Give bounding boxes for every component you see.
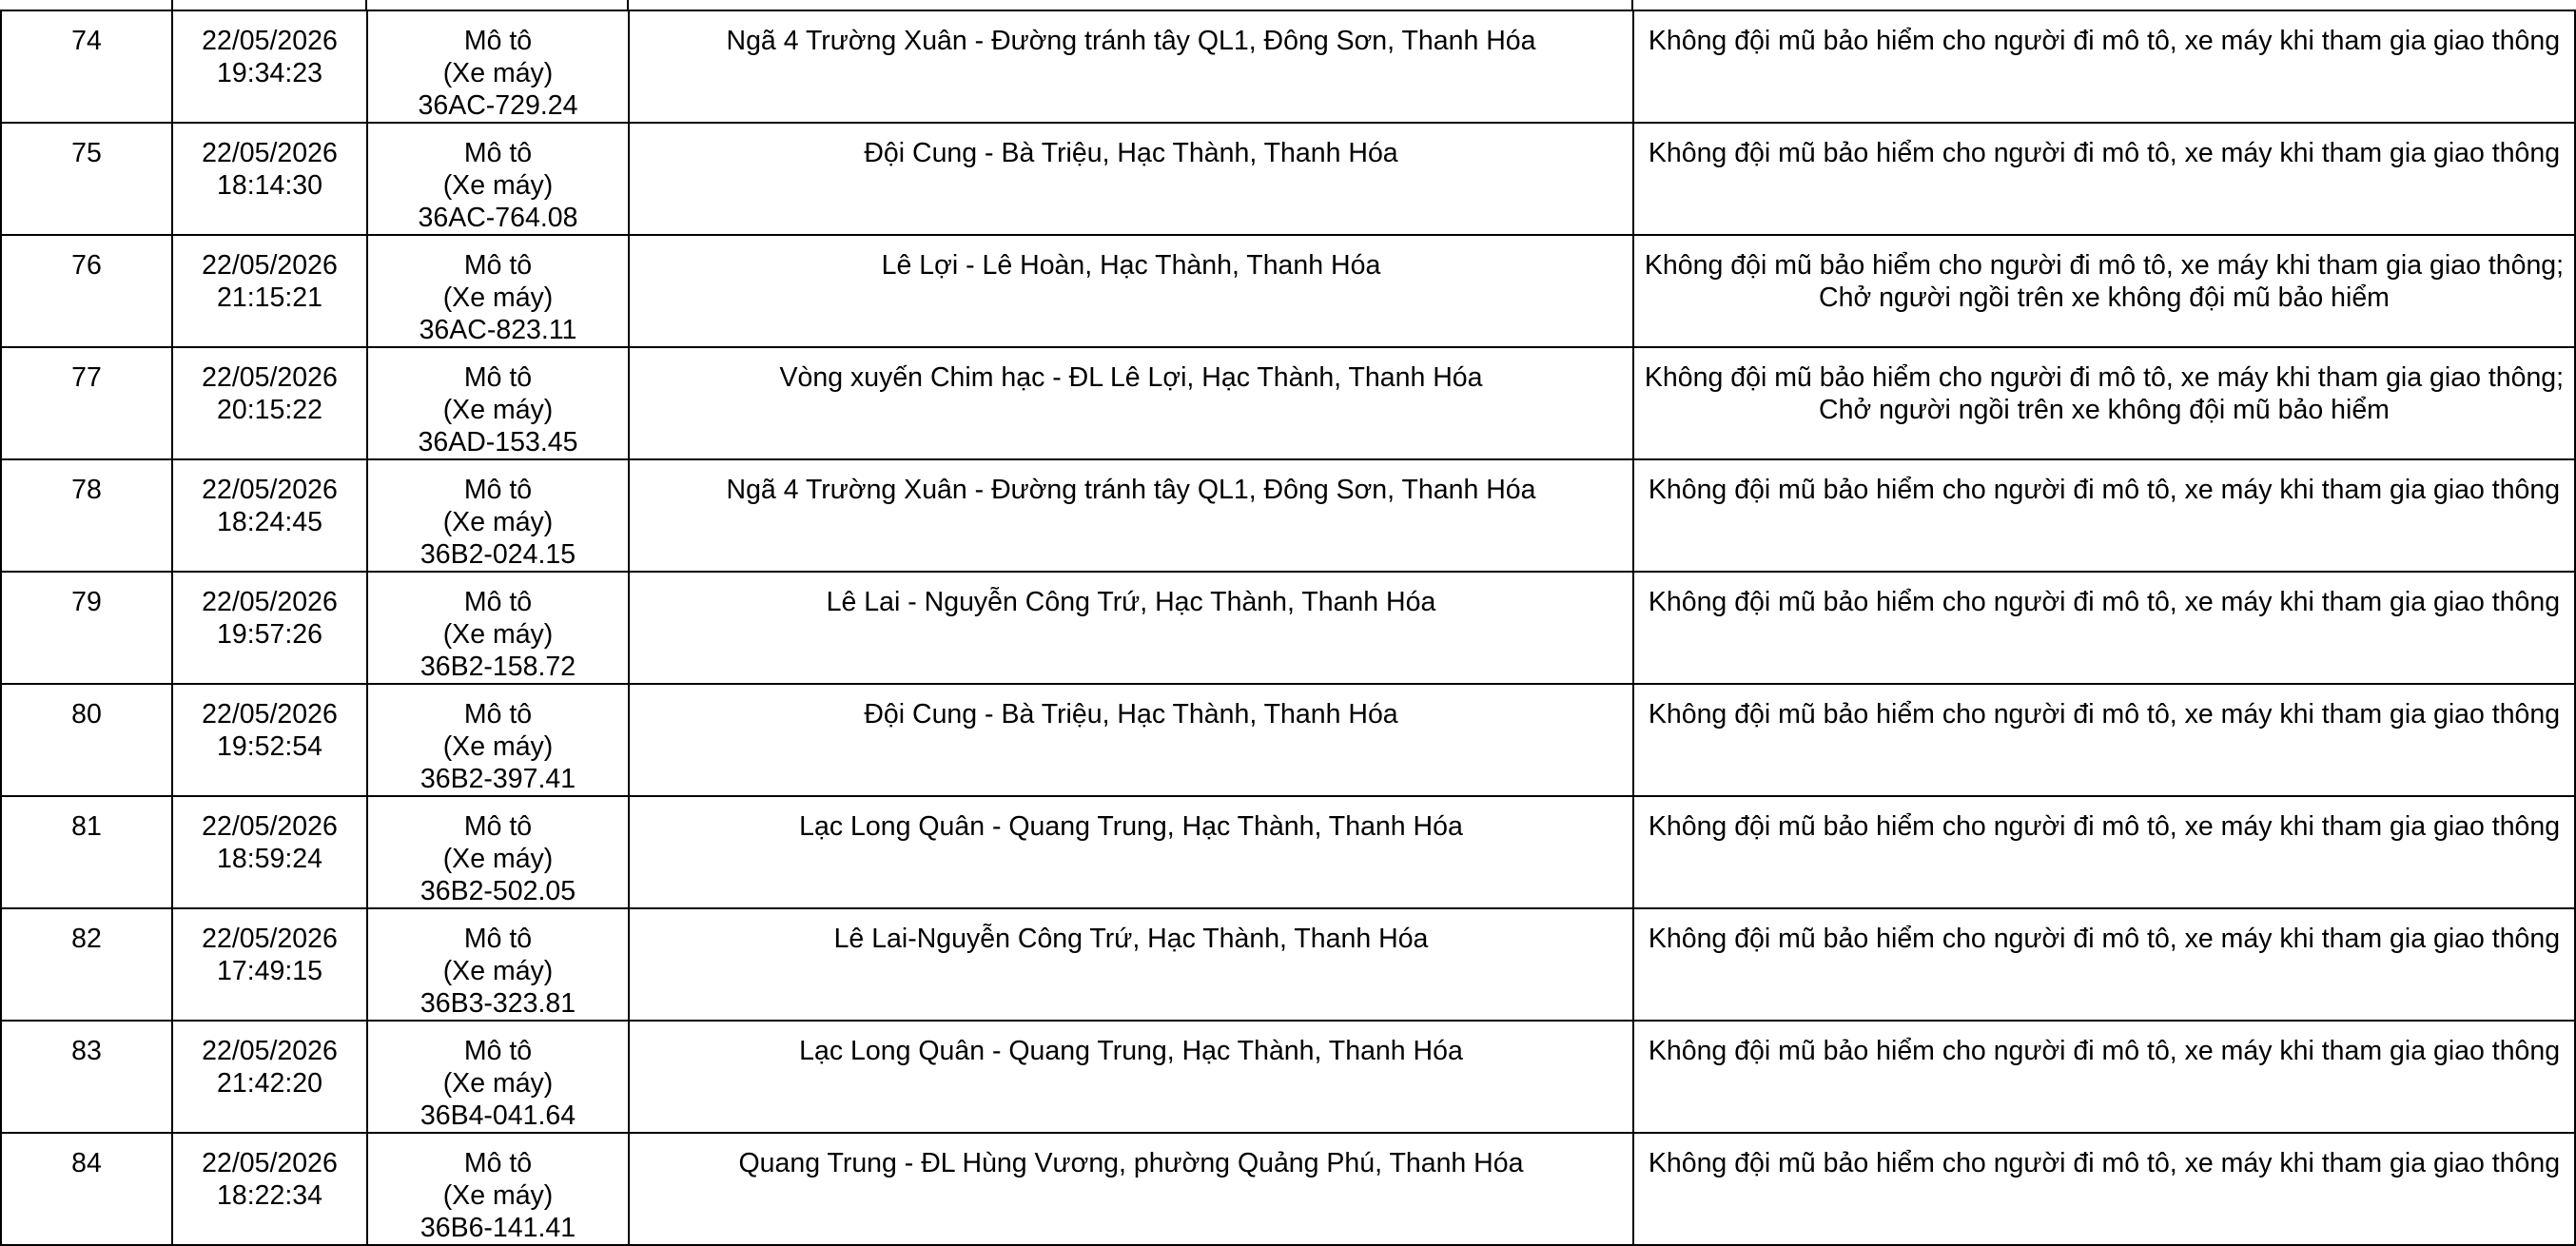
violation-description-extra: Chở người ngồi trên xe không đội mũ bảo hiểm (1819, 395, 2390, 425)
row-number-cell (1, 684, 172, 796)
violation-location: Vòng xuyến Chim hạc - ĐL Lê Lợi, Hạc Thành, Thanh Hóa (779, 362, 1483, 393)
vehicle-subtype: (Xe máy) (442, 170, 554, 201)
row-number: 77 (71, 362, 102, 393)
violation-time: 18:14:30 (217, 170, 322, 201)
violation-date: 22/05/2026 (202, 475, 338, 505)
violation-location: Lạc Long Quân - Quang Trung, Hạc Thành, Thanh Hóa (799, 1036, 1463, 1066)
violation-time: 21:15:21 (217, 282, 322, 313)
license-plate: 36AC-729.24 (418, 90, 578, 121)
vehicle-subtype: (Xe máy) (442, 395, 554, 425)
row-number: 78 (71, 475, 102, 505)
violation-date: 22/05/2026 (202, 587, 338, 617)
timestamp-cell (172, 572, 367, 684)
location-cell (629, 684, 1633, 796)
license-plate: 36B2-158.72 (420, 652, 576, 682)
row-number: 75 (71, 138, 102, 168)
violation-time: 21:42:20 (217, 1068, 322, 1099)
vehicle-type: Mô tô (463, 1036, 533, 1066)
violation-date: 22/05/2026 (202, 138, 338, 168)
location-cell (629, 796, 1633, 908)
vehicle-cell (367, 1133, 629, 1245)
column-divider (365, 0, 367, 10)
violation-time: 19:52:54 (217, 731, 322, 762)
license-plate: 36AC-823.11 (419, 315, 577, 345)
table-row (1, 572, 2575, 684)
violation-cell (1633, 123, 2575, 235)
violation-cell (1633, 1021, 2575, 1133)
location-cell (629, 10, 1633, 123)
timestamp-cell (172, 10, 367, 123)
row-number-cell (1, 908, 172, 1021)
violation-description: Không đội mũ bảo hiểm cho người đi mô tô, xe máy khi tham gia giao thông (1648, 1148, 2561, 1178)
violation-description: Không đội mũ bảo hiểm cho người đi mô tô, xe máy khi tham gia giao thông (1648, 1036, 2561, 1066)
violation-location: Lê Lai-Nguyễn Công Trứ, Hạc Thành, Thanh Hóa (833, 924, 1429, 954)
row-number-cell (1, 10, 172, 123)
vehicle-cell (367, 347, 629, 459)
row-number-cell (1, 796, 172, 908)
row-number-cell (1, 235, 172, 347)
violation-cell (1633, 908, 2575, 1021)
violation-description: Không đội mũ bảo hiểm cho người đi mô tô, xe máy khi tham gia giao thông; (1644, 250, 2565, 281)
vehicle-cell (367, 684, 629, 796)
table-row (1, 1133, 2575, 1245)
location-cell (629, 347, 1633, 459)
violation-date: 22/05/2026 (202, 250, 338, 281)
violation-location: Quang Trung - ĐL Hùng Vương, phường Quảng Phú, Thanh Hóa (738, 1148, 1524, 1178)
violation-description: Không đội mũ bảo hiểm cho người đi mô tô, xe máy khi tham gia giao thông (1648, 26, 2561, 56)
timestamp-cell (172, 459, 367, 572)
violation-description: Không đội mũ bảo hiểm cho người đi mô tô, xe máy khi tham gia giao thông (1648, 587, 2561, 617)
timestamp-cell (172, 684, 367, 796)
row-number-cell (1, 347, 172, 459)
violation-description: Không đội mũ bảo hiểm cho người đi mô tô, xe máy khi tham gia giao thông; (1644, 362, 2565, 393)
vehicle-cell (367, 572, 629, 684)
row-number-cell (1, 1021, 172, 1133)
violation-location: Đội Cung - Bà Triệu, Hạc Thành, Thanh Hóa (864, 138, 1398, 168)
violation-time: 17:49:15 (217, 956, 322, 986)
row-number: 82 (71, 924, 102, 954)
location-cell (629, 572, 1633, 684)
table-row (1, 684, 2575, 796)
violation-time: 18:22:34 (217, 1180, 322, 1211)
vehicle-subtype: (Xe máy) (442, 844, 554, 874)
vehicle-subtype: (Xe máy) (442, 507, 554, 537)
vehicle-type: Mô tô (463, 587, 533, 617)
location-cell (629, 123, 1633, 235)
timestamp-cell (172, 235, 367, 347)
vehicle-type: Mô tô (463, 250, 533, 281)
violation-date: 22/05/2026 (202, 1148, 338, 1178)
table-row (1, 347, 2575, 459)
vehicle-type: Mô tô (463, 924, 533, 954)
violation-cell (1633, 572, 2575, 684)
table-row (1, 1021, 2575, 1133)
license-plate: 36B4-041.64 (420, 1100, 576, 1131)
timestamp-cell (172, 796, 367, 908)
vehicle-cell (367, 459, 629, 572)
table-row (1, 908, 2575, 1021)
vehicle-cell (367, 10, 629, 123)
timestamp-cell (172, 347, 367, 459)
vehicle-type: Mô tô (463, 138, 533, 168)
violation-date: 22/05/2026 (202, 26, 338, 56)
column-divider (627, 0, 629, 10)
row-number-cell (1, 459, 172, 572)
vehicle-type: Mô tô (463, 1148, 533, 1178)
violation-cell (1633, 459, 2575, 572)
violation-location: Lạc Long Quân - Quang Trung, Hạc Thành, Thanh Hóa (799, 811, 1463, 842)
violation-time: 19:57:26 (217, 619, 322, 650)
timestamp-cell (172, 1133, 367, 1245)
violation-cell (1633, 796, 2575, 908)
violation-cell (1633, 684, 2575, 796)
vehicle-subtype: (Xe máy) (442, 1068, 554, 1099)
vehicle-cell (367, 1021, 629, 1133)
vehicle-cell (367, 908, 629, 1021)
table-row (1, 10, 2575, 123)
violations-table (0, 10, 2576, 1246)
violation-location: Lê Lai - Nguyễn Công Trứ, Hạc Thành, Thanh Hóa (826, 587, 1436, 617)
vehicle-cell (367, 796, 629, 908)
violation-description: Không đội mũ bảo hiểm cho người đi mô tô, xe máy khi tham gia giao thông (1648, 924, 2561, 954)
row-number: 80 (71, 699, 102, 730)
violation-cell (1633, 347, 2575, 459)
violation-date: 22/05/2026 (202, 1036, 338, 1066)
row-number: 81 (71, 811, 102, 842)
row-number: 79 (71, 587, 102, 617)
row-number: 84 (71, 1148, 102, 1178)
vehicle-subtype: (Xe máy) (442, 956, 554, 986)
vehicle-cell (367, 235, 629, 347)
violation-location: Ngã 4 Trường Xuân - Đường tránh tây QL1, Đông Sơn, Thanh Hóa (726, 475, 1536, 505)
violation-description: Không đội mũ bảo hiểm cho người đi mô tô, xe máy khi tham gia giao thông (1648, 138, 2561, 168)
vehicle-subtype: (Xe máy) (442, 282, 554, 313)
license-plate: 36AC-764.08 (418, 203, 578, 233)
violation-time: 20:15:22 (217, 395, 322, 425)
row-number-cell (1, 572, 172, 684)
license-plate: 36AD-153.45 (418, 427, 578, 458)
violation-location: Đội Cung - Bà Triệu, Hạc Thành, Thanh Hóa (864, 699, 1398, 730)
vehicle-subtype: (Xe máy) (442, 619, 554, 650)
row-number: 74 (71, 26, 102, 56)
row-number: 76 (71, 250, 102, 281)
vehicle-type: Mô tô (463, 811, 533, 842)
column-divider (1631, 0, 1633, 10)
violation-date: 22/05/2026 (202, 924, 338, 954)
table-row (1, 459, 2575, 572)
vehicle-subtype: (Xe máy) (442, 1180, 554, 1211)
table-row (1, 123, 2575, 235)
violation-cell (1633, 10, 2575, 123)
location-cell (629, 908, 1633, 1021)
vehicle-type: Mô tô (463, 26, 533, 56)
timestamp-cell (172, 123, 367, 235)
violations-table-body (1, 10, 2575, 1245)
vehicle-type: Mô tô (463, 475, 533, 505)
previous-row-fragment (0, 0, 2574, 10)
violation-date: 22/05/2026 (202, 699, 338, 730)
vehicle-subtype: (Xe máy) (442, 731, 554, 762)
violation-description: Không đội mũ bảo hiểm cho người đi mô tô, xe máy khi tham gia giao thông (1648, 475, 2561, 505)
timestamp-cell (172, 1021, 367, 1133)
vehicle-cell (367, 123, 629, 235)
table-row (1, 796, 2575, 908)
violation-location: Ngã 4 Trường Xuân - Đường tránh tây QL1, Đông Sơn, Thanh Hóa (726, 26, 1536, 56)
violation-date: 22/05/2026 (202, 811, 338, 842)
location-cell (629, 459, 1633, 572)
location-cell (629, 1133, 1633, 1245)
violation-cell (1633, 1133, 2575, 1245)
license-plate: 36B2-502.05 (420, 876, 576, 906)
vehicle-subtype: (Xe máy) (442, 58, 554, 88)
violation-description: Không đội mũ bảo hiểm cho người đi mô tô, xe máy khi tham gia giao thông (1648, 699, 2561, 730)
table-row (1, 235, 2575, 347)
row-number-cell (1, 123, 172, 235)
license-plate: 36B3-323.81 (420, 988, 576, 1019)
row-number-cell (1, 1133, 172, 1245)
violation-cell (1633, 235, 2575, 347)
violation-description-extra: Chở người ngồi trên xe không đội mũ bảo hiểm (1819, 282, 2390, 313)
vehicle-type: Mô tô (463, 699, 533, 730)
timestamp-cell (172, 908, 367, 1021)
violation-time: 19:34:23 (217, 58, 322, 88)
violation-location: Lê Lợi - Lê Hoàn, Hạc Thành, Thanh Hóa (881, 250, 1381, 281)
location-cell (629, 1021, 1633, 1133)
license-plate: 36B6-141.41 (420, 1213, 576, 1243)
license-plate: 36B2-397.41 (420, 764, 576, 794)
violation-time: 18:59:24 (217, 844, 322, 874)
license-plate: 36B2-024.15 (420, 539, 576, 570)
violation-description: Không đội mũ bảo hiểm cho người đi mô tô, xe máy khi tham gia giao thông (1648, 811, 2561, 842)
violation-time: 18:24:45 (217, 507, 322, 537)
row-number: 83 (71, 1036, 102, 1066)
violation-date: 22/05/2026 (202, 362, 338, 393)
vehicle-type: Mô tô (463, 362, 533, 393)
location-cell (629, 235, 1633, 347)
column-divider (171, 0, 173, 10)
